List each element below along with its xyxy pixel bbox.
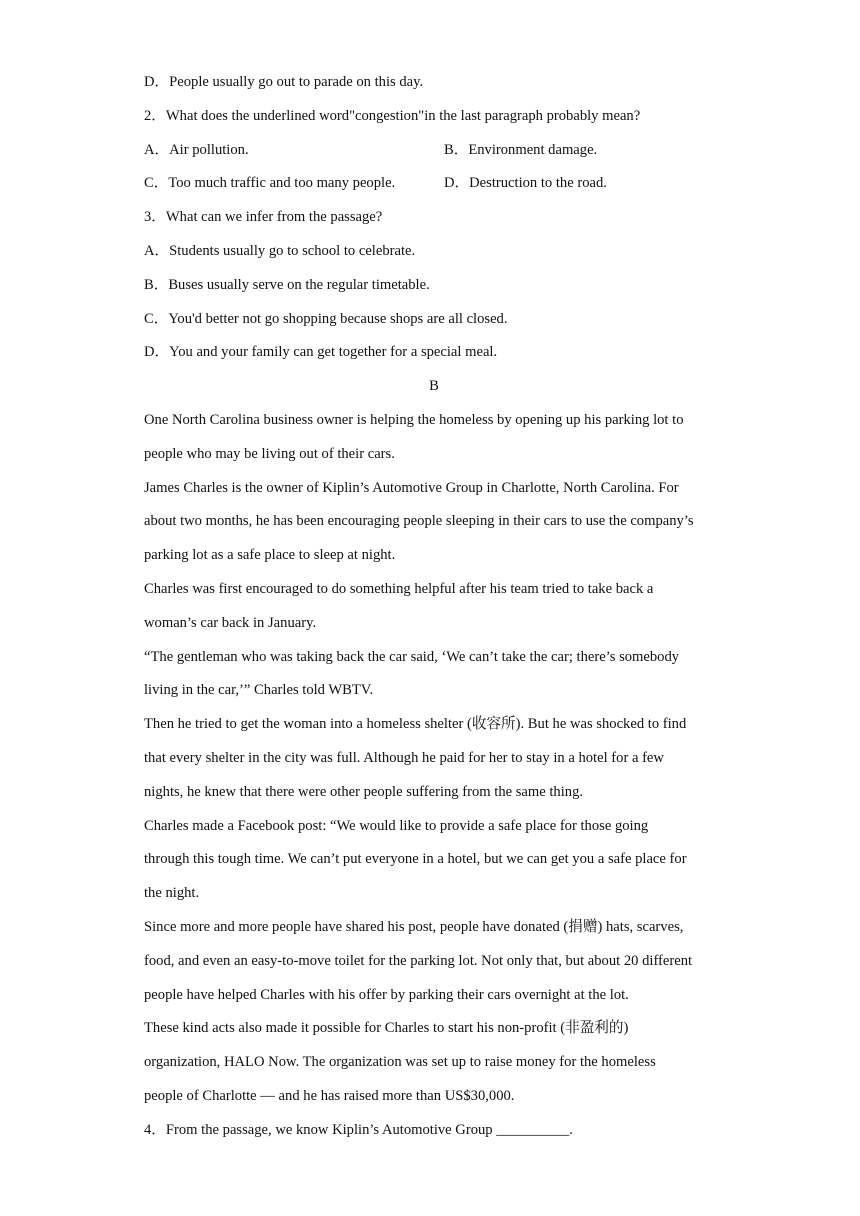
q1-option-d: D．People usually go out to parade on this day. (144, 74, 424, 90)
passage-line: food, and even an easy-to-move toilet for the parking lot. Not only that, but about 20 different (144, 952, 693, 969)
q3-option-c: C．You'd better not go shopping because shops are all closed. (144, 310, 508, 327)
passage-line: Charles was first encouraged to do something helpful after his team tried to take back a (144, 580, 654, 597)
passage-line: “The gentleman who was taking back the car said, ‘We can’t take the car; there’s somebody (144, 648, 680, 665)
q2-option-b: B．Environment damage. (444, 141, 598, 158)
document-page (144, 66, 724, 1148)
q2-options-row-1 (144, 134, 724, 168)
passage-line: about two months, he has been encouraging people sleeping in their cars to use the company’s (144, 513, 694, 530)
passage-line: woman’s car back in January. (144, 614, 317, 631)
passage-line: living in the car,’” Charles told WBTV. (144, 682, 374, 699)
q4-stem: 4．From the passage, we know Kiplin’s Automotive Group __________. (144, 1121, 573, 1138)
passage-line: Charles made a Facebook post: “We would like to provide a safe place for those going (144, 817, 649, 834)
passage-line: people who may be living out of their cars. (144, 445, 395, 462)
passage (144, 404, 724, 1114)
q3-option-a: A．Students usually go to school to celebrate. (144, 242, 416, 259)
passage-line: organization, HALO Now. The organization was set up to raise money for the homeless (144, 1054, 656, 1071)
q2-option-d: D．Destruction to the road. (444, 175, 607, 192)
passage-line: people have helped Charles with his offer by parking their cars overnight at the lot. (144, 986, 629, 1003)
q2-options-row-2 (144, 167, 724, 201)
q3-option-b: B．Buses usually serve on the regular timetable. (144, 276, 430, 293)
passage-line: that every shelter in the city was full. Although he paid for her to stay in a hotel for a few (144, 749, 664, 766)
passage-line: through this tough time. We can’t put everyone in a hotel, but we can get you a safe place for (144, 851, 687, 868)
passage-line: people of Charlotte — and he has raised more than US$30,000. (144, 1087, 515, 1104)
passage-line: Since more and more people have shared his post, people have donated (捐赠) hats, scarves, (144, 918, 684, 935)
passage-line: Then he tried to get the woman into a homeless shelter (收容所). But he was shocked to find (144, 716, 687, 733)
q3-option-d: D．You and your family can get together for a special meal. (144, 344, 498, 361)
passage-line: These kind acts also made it possible for Charles to start his non-profit (非盈利的) (144, 1020, 629, 1037)
section-label: B (429, 378, 439, 395)
passage-line: One North Carolina business owner is helping the homeless by opening up his parking lot to (144, 411, 684, 428)
q2-option-c: C．Too much traffic and too many people. (144, 175, 396, 192)
q2-stem: 2．What does the underlined word"congestion"in the last paragraph probably mean? (144, 107, 641, 124)
q3-stem: 3．What can we infer from the passage? (144, 209, 383, 226)
q2-option-a: A．Air pollution. (144, 141, 249, 158)
passage-line: nights, he knew that there were other people suffering from the same thing. (144, 783, 584, 800)
passage-line: the night. (144, 885, 200, 902)
passage-line: James Charles is the owner of Kiplin’s Automotive Group in Charlotte, North Carolina. For (144, 479, 679, 496)
passage-line: parking lot as a safe place to sleep at night. (144, 547, 396, 564)
